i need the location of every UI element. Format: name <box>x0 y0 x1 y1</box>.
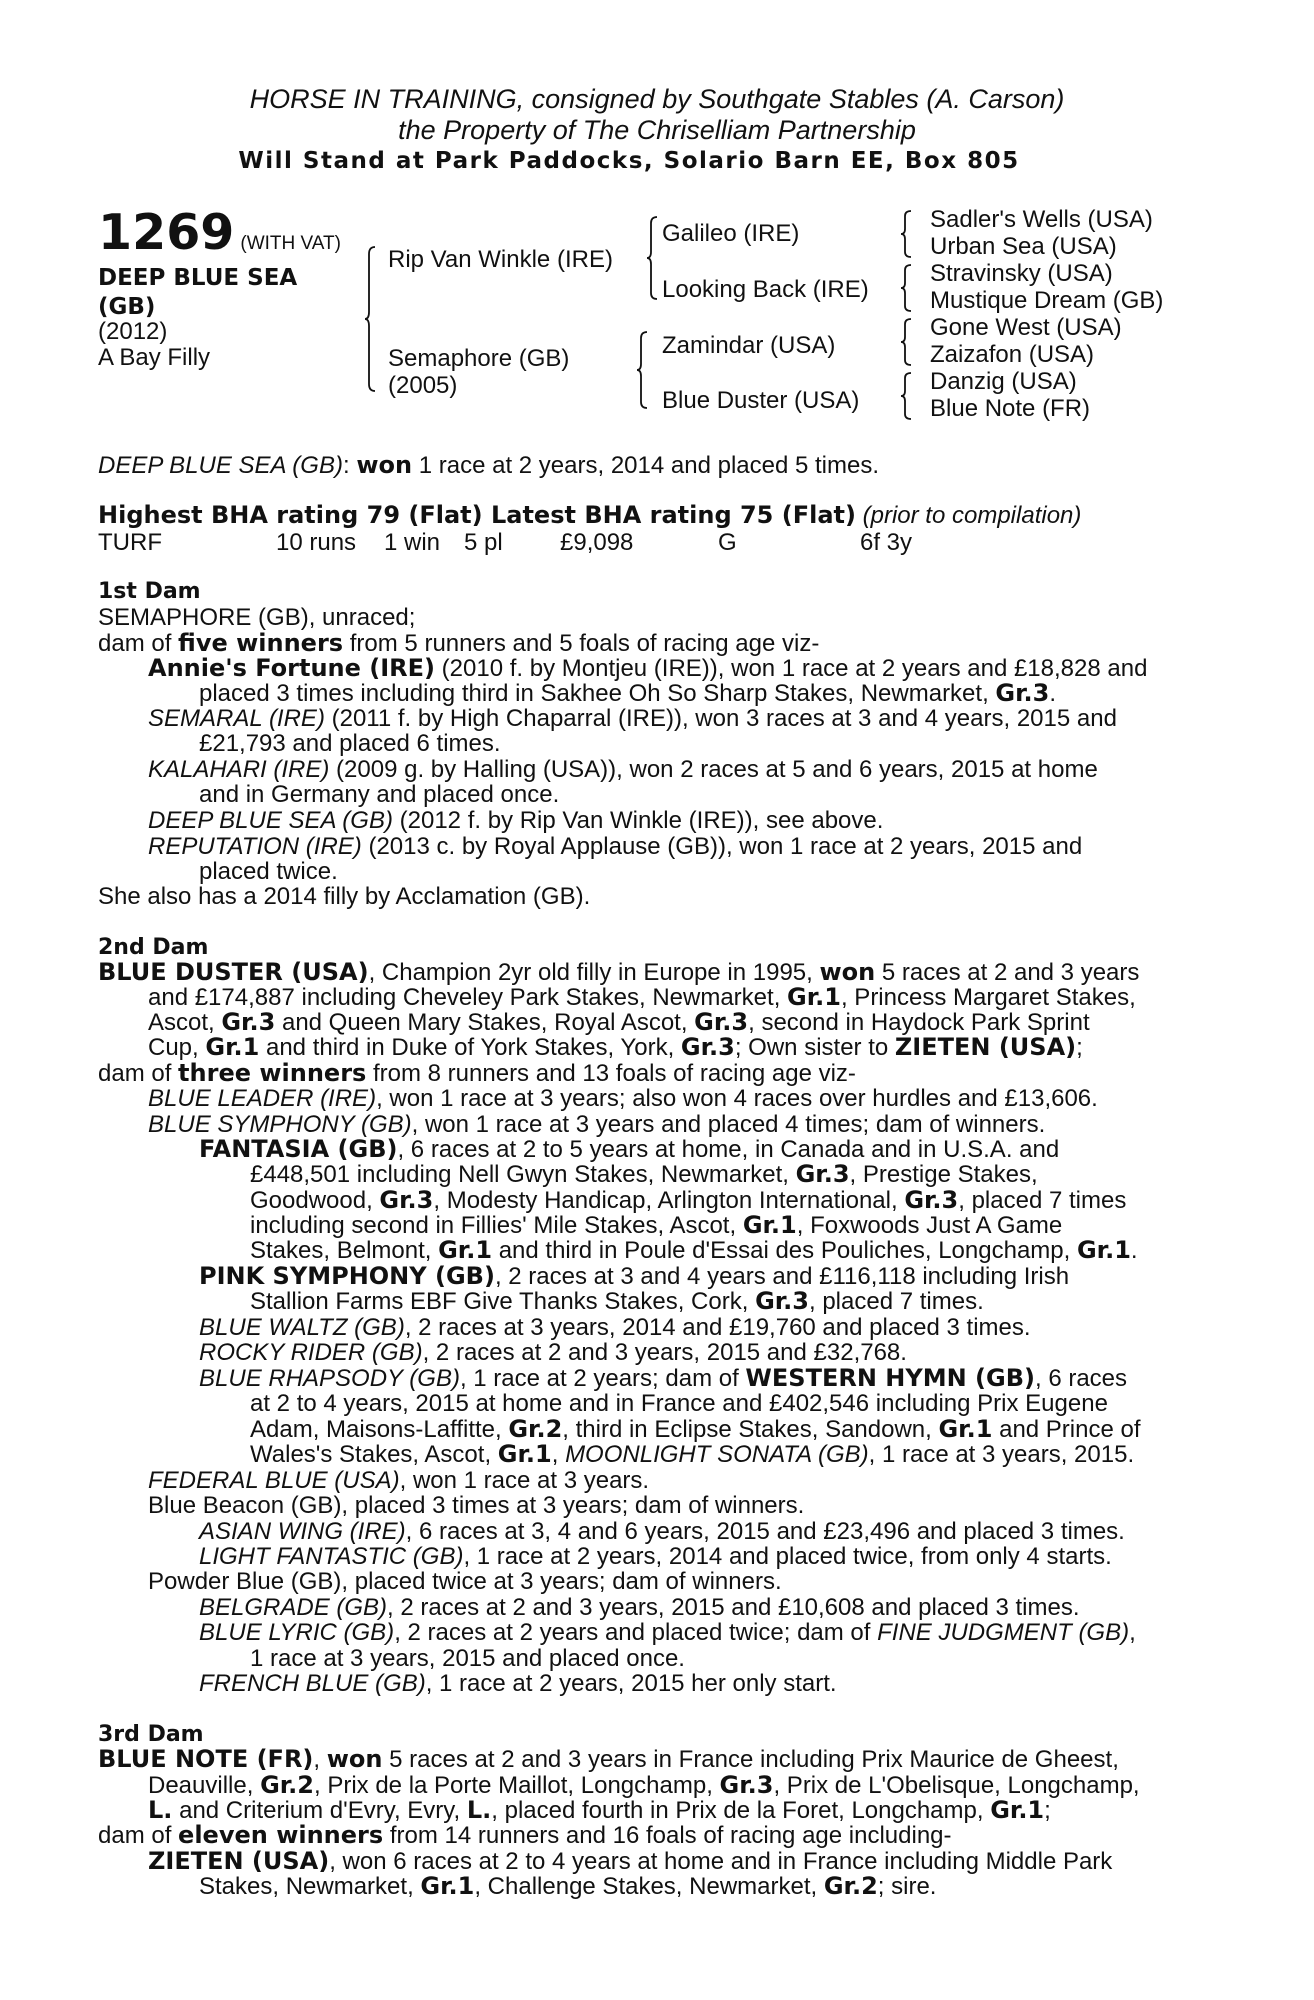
rating-line <box>98 503 1081 529</box>
italic-text: KALAHARI (IRE) <box>148 756 330 783</box>
bold-text: Gr.1 <box>787 983 841 1011</box>
record-line <box>199 731 501 757</box>
record-line <box>199 1519 1125 1545</box>
pedigree-bracket-gen1 <box>364 246 378 392</box>
record-text: , 1 race at 2 years, 2014 and placed twice, from only 4 starts. <box>463 1543 1112 1570</box>
record-text: , 6 races at 3, 4 and 6 years, 2015 and £23,496 and placed 3 times. <box>405 1518 1125 1545</box>
record-text: , placed 7 times. <box>809 1288 984 1315</box>
record-text: , 2 races at 2 and 3 years, 2015 and £32,768. <box>422 1339 907 1366</box>
record-text: from 5 runners and 5 foals of racing age viz- <box>343 630 820 657</box>
pedigree-ssd: Urban Sea (USA) <box>930 233 1117 260</box>
bold-text: ZIETEN (USA) <box>148 1847 330 1875</box>
record-line <box>250 1289 984 1315</box>
record-text: , <box>551 1441 566 1468</box>
record-text: and Queen Mary Stakes, Royal Ascot, <box>275 1009 695 1036</box>
pedigree-bracket-sire <box>646 216 660 300</box>
record-line <box>199 681 1056 707</box>
record-line <box>199 1595 1080 1621</box>
lot-number-block <box>98 204 341 261</box>
pedigree-dds: Danzig (USA) <box>930 368 1077 395</box>
record-text: , won 1 race at 3 years; also won 4 races over hurdles and £13,606. <box>376 1085 1098 1112</box>
consignor-line: HORSE IN TRAINING, consigned by Southgate Stables (A. Carson) <box>249 84 1065 114</box>
record-text: ; <box>1076 1034 1083 1061</box>
record-line <box>148 1569 782 1595</box>
record-line <box>148 706 1117 732</box>
record-line <box>148 1773 1140 1799</box>
record-line <box>250 1162 1038 1188</box>
record-line <box>98 1823 952 1849</box>
pedigree-dss: Gone West (USA) <box>930 314 1122 341</box>
bold-text: Gr.1 <box>1076 1236 1131 1264</box>
bold-text: Gr.1 <box>938 1415 993 1443</box>
record-text: , 1 race at 2 years, 2015 her only start. <box>425 1670 837 1697</box>
record-text: (2012 f. by Rip Van Winkle (IRE)), see above. <box>392 807 884 834</box>
record-text: ; sire. <box>877 1873 937 1900</box>
turf-distance: 6f 3y <box>860 529 913 556</box>
record-text: , 2 races at 2 and 3 years, 2015 and £10,608 and placed 3 times. <box>387 1594 1080 1621</box>
record-text: , Prix de la Porte Maillot, Longchamp, <box>314 1772 720 1799</box>
italic-text: BELGRADE (GB) <box>199 1594 388 1621</box>
turf-prize: £9,098 <box>560 529 634 556</box>
record-line <box>148 1035 1083 1061</box>
bold-text: Gr.3 <box>995 679 1050 707</box>
italic-text: DEEP BLUE SEA (GB) <box>148 807 393 834</box>
summary-record: 1 race at 2 years, 2014 and placed 5 times. <box>412 452 880 479</box>
record-text: , second in Haydock Park Sprint <box>748 1009 1090 1036</box>
bold-text: Gr.3 <box>680 1033 735 1061</box>
record-text: at 2 to 4 years, 2015 at home and in France and £402,546 including Prix Eugene <box>250 1390 1108 1417</box>
pedigree-sdd: Mustique Dream (GB) <box>930 287 1164 314</box>
bold-text: PINK SYMPHONY (GB) <box>199 1262 495 1290</box>
record-text: dam of <box>98 1822 179 1849</box>
record-text: , Foxwoods Just A Game <box>796 1212 1063 1239</box>
bold-text: Gr.1 <box>420 1872 475 1900</box>
pedigree-dsd: Zaizafon (USA) <box>930 341 1095 368</box>
record-text: dam of <box>98 1060 179 1087</box>
pedigree-sire-dam: Looking Back (IRE) <box>662 276 869 303</box>
bold-text: eleven winners <box>178 1821 384 1849</box>
summary-won: won <box>356 451 413 479</box>
bold-text: Gr.2 <box>508 1415 563 1443</box>
record-text: and third in Duke of York Stakes, York, <box>259 1034 681 1061</box>
record-line <box>98 631 819 657</box>
record-line <box>199 1264 1069 1290</box>
bold-text: Gr.1 <box>742 1211 797 1239</box>
record-text: Powder Blue (GB), placed twice at 3 years; dam of winners. <box>148 1568 782 1595</box>
bold-text: WESTERN HYMN (GB) <box>745 1364 1035 1392</box>
record-text: ; <box>1044 1797 1051 1824</box>
record-line <box>148 1086 1098 1112</box>
record-line <box>148 1010 1090 1036</box>
bold-text: L. <box>148 1796 173 1824</box>
record-text: ; Own sister to <box>734 1034 895 1061</box>
italic-text: BLUE LYRIC (GB) <box>199 1619 395 1646</box>
record-text: (2013 c. by Royal Applause (GB)), won 1 race at 2 years, 2015 and <box>361 833 1083 860</box>
record-line <box>148 1798 1051 1824</box>
bold-text: Gr.3 <box>904 1186 959 1214</box>
owner-line: the Property of The Chriselliam Partnership <box>398 115 916 145</box>
record-text: 1 race at 3 years, 2015 and placed once. <box>250 1645 685 1672</box>
record-line <box>148 1468 649 1494</box>
turf-runs: 10 runs <box>276 529 357 556</box>
record-line <box>148 985 1136 1011</box>
record-line <box>148 1493 804 1519</box>
record-line <box>148 1112 1045 1138</box>
record-text: placed 3 times including third in Sakhee Oh So Sharp Stakes, Newmarket, <box>199 680 996 707</box>
italic-text: FRENCH BLUE (GB) <box>199 1670 426 1697</box>
rating-note: (prior to compilation) <box>855 502 1082 529</box>
horse-country: (GB) <box>98 294 156 320</box>
record-line <box>98 960 1139 986</box>
record-text: Wales's Stakes, Ascot, <box>250 1441 498 1468</box>
record-line <box>199 1671 837 1697</box>
pedigree-bracket-zamindar <box>900 318 914 366</box>
record-text: Ascot, <box>148 1009 222 1036</box>
bold-text: Gr.1 <box>438 1236 493 1264</box>
record-line <box>199 1366 1127 1392</box>
record-text: , Champion 2yr old filly in Europe in 1995, <box>368 959 820 986</box>
bold-text: three winners <box>178 1059 367 1087</box>
turf-going: G <box>718 529 737 556</box>
record-text: . <box>1130 1237 1138 1264</box>
horse-name: DEEP BLUE SEA <box>98 265 298 291</box>
bold-text: Gr.2 <box>823 1872 878 1900</box>
rating-main: Highest BHA rating 79 (Flat) Latest BHA rating 75 (Flat) <box>98 501 856 529</box>
italic-text: SEMARAL (IRE) <box>148 705 325 732</box>
record-text: Blue Beacon (GB), placed 3 times at 3 years; dam of winners. <box>148 1492 805 1519</box>
italic-text: BLUE WALTZ (GB) <box>199 1314 405 1341</box>
bold-text: Gr.1 <box>497 1440 552 1468</box>
record-text: Deauville, <box>148 1772 261 1799</box>
record-line <box>98 884 590 910</box>
record-line <box>148 834 1082 860</box>
record-text: , placed fourth in Prix de la Foret, Longchamp, <box>491 1797 991 1824</box>
bold-text: won <box>326 1745 383 1773</box>
record-text: placed twice. <box>199 858 338 885</box>
italic-text: LIGHT FANTASTIC (GB) <box>199 1543 464 1570</box>
bold-text: Gr.3 <box>795 1160 850 1188</box>
turf-surface: TURF <box>98 529 162 556</box>
horse-description: A Bay Filly <box>98 344 211 371</box>
bold-text: FANTASIA (GB) <box>199 1135 398 1163</box>
bold-text: BLUE DUSTER (USA) <box>98 958 369 986</box>
bold-text: five winners <box>178 629 344 657</box>
bold-text: Gr.1 <box>990 1796 1045 1824</box>
record-text: SEMAPHORE (GB), unraced; <box>98 604 416 631</box>
record-line <box>199 1340 907 1366</box>
bold-text: Annie's Fortune (IRE) <box>148 654 436 682</box>
pedigree-sire: Rip Van Winkle (IRE) <box>388 246 613 273</box>
pedigree-bracket-looking-back <box>900 264 914 312</box>
record-text: , 2 races at 3 years, 2014 and £19,760 and placed 3 times. <box>404 1314 1031 1341</box>
record-text: £448,501 including Nell Gwyn Stakes, Newmarket, <box>250 1161 796 1188</box>
bold-text: L. <box>466 1796 492 1824</box>
record-text: , <box>313 1746 327 1773</box>
record-line <box>148 656 1147 682</box>
location-line: Will Stand at Park Paddocks, Solario Barn EE, Box 805 <box>238 148 1020 174</box>
record-text: , won 6 races at 2 to 4 years at home and in France including Middle Park <box>329 1848 1113 1875</box>
pedigree-ddd: Blue Note (FR) <box>930 395 1091 422</box>
record-text: Stallion Farms EBF Give Thanks Stakes, Cork, <box>250 1288 756 1315</box>
record-text: , 6 races at 2 to 5 years at home, in Canada and in U.S.A. and <box>397 1136 1060 1163</box>
record-line <box>98 1747 1119 1773</box>
record-line <box>250 1238 1138 1264</box>
italic-text: ASIAN WING (IRE) <box>199 1518 406 1545</box>
record-text: , <box>1129 1619 1136 1646</box>
bold-text: BLUE NOTE (FR) <box>98 1745 314 1773</box>
italic-text: BLUE SYMPHONY (GB) <box>148 1111 412 1138</box>
vat-note: (WITH VAT) <box>240 233 341 254</box>
record-text: , Prestige Stakes, <box>849 1161 1038 1188</box>
record-text: , third in Eclipse Stakes, Sandown, <box>562 1416 939 1443</box>
record-text: , Prix de L'Obelisque, Longchamp, <box>773 1772 1140 1799</box>
record-text: , 1 race at 3 years, 2015. <box>868 1441 1135 1468</box>
pedigree-dam-sire: Zamindar (USA) <box>662 332 836 359</box>
record-line <box>199 1874 936 1900</box>
record-text: and £174,887 including Cheveley Park Stakes, Newmarket, <box>148 984 788 1011</box>
record-line <box>98 1061 856 1087</box>
second-dam-heading: 2nd Dam <box>98 935 209 960</box>
record-text: , Modesty Handicap, Arlington International, <box>433 1187 905 1214</box>
bold-text: Gr.2 <box>260 1771 314 1799</box>
summary-horse: DEEP BLUE SEA (GB) <box>98 452 343 479</box>
record-text: , Challenge Stakes, Newmarket, <box>474 1873 824 1900</box>
record-line <box>199 1137 1059 1163</box>
italic-text: FINE JUDGMENT (GB) <box>877 1619 1130 1646</box>
bold-text: Gr.1 <box>205 1033 260 1061</box>
record-text: , placed 7 times <box>958 1187 1127 1214</box>
italic-text: MOONLIGHT SONATA (GB) <box>565 1441 869 1468</box>
lot-number: 1269 <box>98 204 235 261</box>
record-text: (2010 f. by Montjeu (IRE)), won 1 race at 2 years and £18,828 and <box>435 655 1148 682</box>
record-text: , Princess Margaret Stakes, <box>840 984 1136 1011</box>
record-line <box>148 808 883 834</box>
summary-sep: : <box>342 452 357 479</box>
record-text: dam of <box>98 630 179 657</box>
record-text: and Criterium d'Evry, Evry, <box>172 1797 467 1824</box>
bold-text: won <box>819 958 876 986</box>
record-line <box>199 782 559 808</box>
record-text: , 2 races at 3 and 4 years and £116,118 including Irish <box>494 1263 1070 1290</box>
pedigree-dam-year: (2005) <box>388 372 458 399</box>
bold-text: Gr.3 <box>755 1287 809 1315</box>
italic-text: BLUE RHAPSODY (GB) <box>199 1365 460 1392</box>
record-text: , 6 races <box>1034 1365 1128 1392</box>
record-line <box>250 1646 685 1672</box>
record-line <box>250 1213 1062 1239</box>
record-text: including second in Fillies' Mile Stakes, Ascot, <box>250 1212 743 1239</box>
record-text: 5 races at 2 and 3 years in France including Prix Maurice de Gheest, <box>382 1746 1119 1773</box>
record-line <box>98 605 415 631</box>
italic-text: FEDERAL BLUE (USA) <box>148 1467 400 1494</box>
pedigree-bracket-dam <box>636 331 650 409</box>
pedigree-dam-dam: Blue Duster (USA) <box>662 387 860 414</box>
pedigree-bracket-galileo <box>900 210 914 258</box>
record-line <box>250 1417 1141 1443</box>
record-text: from 8 runners and 13 foals of racing age viz- <box>366 1060 856 1087</box>
record-line <box>199 1315 1031 1341</box>
record-text: and Prince of <box>992 1416 1141 1443</box>
record-text: Adam, Maisons-Laffitte, <box>250 1416 509 1443</box>
record-text: Stakes, Newmarket, <box>199 1873 421 1900</box>
race-summary <box>98 453 879 479</box>
bold-text: ZIETEN (USA) <box>894 1033 1077 1061</box>
pedigree-bracket-blue-duster <box>900 372 914 420</box>
record-line <box>199 1544 1112 1570</box>
record-text: Cup, <box>148 1034 206 1061</box>
bold-text: Gr.3 <box>379 1186 434 1214</box>
record-text: . <box>1049 680 1057 707</box>
record-line <box>148 1849 1112 1875</box>
record-line <box>199 859 338 885</box>
record-text: , 1 race at 2 years; dam of <box>459 1365 746 1392</box>
third-dam-heading: 3rd Dam <box>98 1722 204 1747</box>
horse-year: (2012) <box>98 318 168 345</box>
record-line <box>148 757 1098 783</box>
record-line <box>250 1188 1126 1214</box>
record-text: , won 1 race at 3 years and placed 4 times; dam of winners. <box>411 1111 1046 1138</box>
pedigree-sds: Stravinsky (USA) <box>930 260 1113 287</box>
record-text: 5 races at 2 and 3 years <box>875 959 1140 986</box>
record-text: and in Germany and placed once. <box>199 781 560 808</box>
record-text: Goodwood, <box>250 1187 380 1214</box>
italic-text: ROCKY RIDER (GB) <box>199 1339 423 1366</box>
italic-text: BLUE LEADER (IRE) <box>148 1085 377 1112</box>
italic-text: REPUTATION (IRE) <box>148 833 362 860</box>
record-text: (2009 g. by Halling (USA)), won 2 races at 5 and 6 years, 2015 at home <box>329 756 1098 783</box>
bold-text: Gr.3 <box>719 1771 774 1799</box>
bold-text: Gr.3 <box>221 1008 276 1036</box>
record-text: and third in Poule d'Essai des Pouliches, Longchamp, <box>492 1237 1077 1264</box>
pedigree-sire-sire: Galileo (IRE) <box>662 220 800 247</box>
pedigree-dam: Semaphore (GB) <box>388 345 570 372</box>
bold-text: Gr.3 <box>694 1008 749 1036</box>
record-text: She also has a 2014 filly by Acclamation (GB). <box>98 883 591 910</box>
record-text: , won 1 race at 3 years. <box>399 1467 650 1494</box>
turf-wins: 1 win <box>384 529 441 556</box>
record-text: , 2 races at 2 years and placed twice; dam of <box>394 1619 878 1646</box>
pedigree-sss: Sadler's Wells (USA) <box>930 206 1153 233</box>
record-line <box>250 1391 1108 1417</box>
record-text: (2011 f. by High Chaparral (IRE)), won 3 races at 3 and 4 years, 2015 and <box>324 705 1117 732</box>
record-line <box>199 1620 1136 1646</box>
turf-placed: 5 pl <box>464 529 503 556</box>
record-line <box>250 1442 1134 1468</box>
record-text: £21,793 and placed 6 times. <box>199 730 501 757</box>
first-dam-heading: 1st Dam <box>98 579 201 604</box>
record-text: from 14 runners and 16 foals of racing age including- <box>383 1822 952 1849</box>
record-text: Stakes, Belmont, <box>250 1237 439 1264</box>
